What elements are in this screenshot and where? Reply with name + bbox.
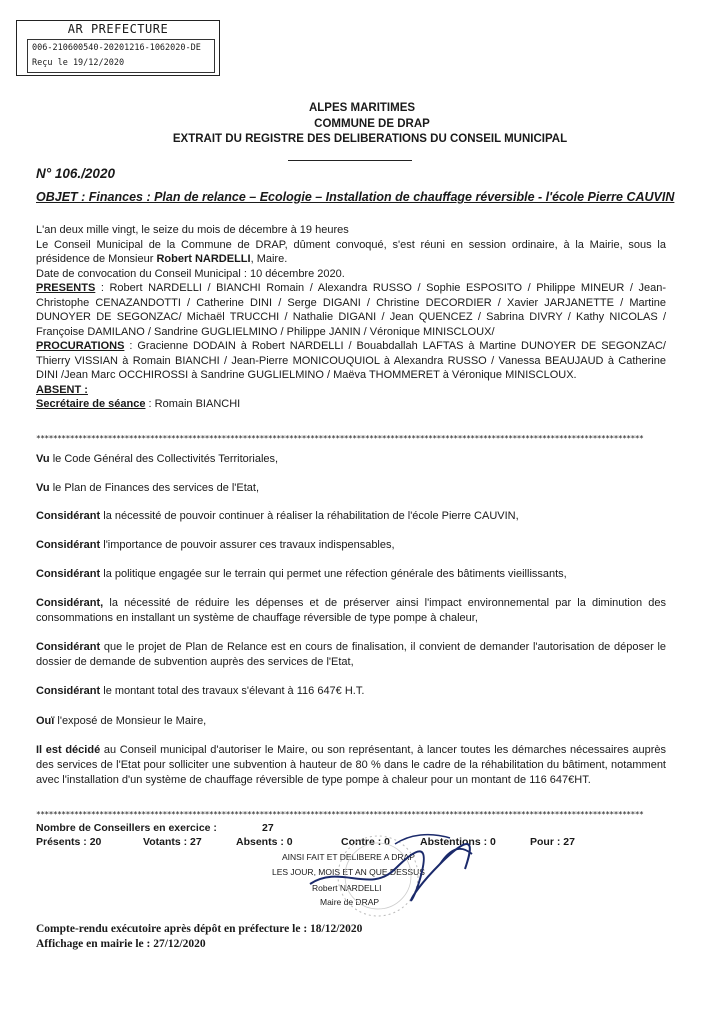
decision-lead: Il est décidé (36, 744, 101, 756)
session-date: L'an deux mille vingt, le seize du mois de décembre à 19 heures (36, 224, 349, 236)
considerant-paragraph (36, 640, 666, 670)
considerant-text: le Code Général des Collectivités Territoriales, (49, 453, 279, 465)
secretaire-block (36, 397, 666, 412)
prefecture-stamp (16, 20, 220, 76)
considerant-lead: Ouï (36, 715, 55, 727)
session-council (36, 238, 666, 267)
stamp-reference: 006-210600540-20201216-1062020-DE (32, 43, 201, 53)
considerant-paragraph (36, 509, 666, 524)
vote-presents: Présents : 20 (36, 836, 102, 848)
separator-bottom: ************************************************************************************************************************************************ (36, 810, 644, 819)
council-text: Le Conseil Municipal de la Commune de DRAP, dûment convoqué, s'est réuni en session ordinaire, à la Mairie, sous la présidence de Monsieur (36, 238, 666, 265)
stamp-inner-box (27, 39, 215, 73)
presents-label: PRESENTS (36, 282, 96, 294)
objet-text: OBJET : Finances : Plan de relance – Ecologie – Installation de chauffage réversible - l'école Pierre CAUVIN (36, 190, 675, 204)
absent-block (36, 383, 666, 398)
signature-line-2: LES JOUR, MOIS ET AN QUE DESSUS (272, 867, 425, 877)
considerant-text: la nécessité de réduire les dépenses et de préserver ainsi l'impact environnemental par la diminution des consommations en installant un système de chauffage réversible de type pompe à chaleur, (36, 597, 666, 624)
mayor-name: Robert NARDELLI (156, 253, 251, 265)
vote-abstentions: Abstentions : 0 (420, 836, 496, 848)
secretaire-name: : Romain BIANCHI (145, 398, 241, 410)
considerant-lead: Considérant (36, 685, 101, 697)
absent-label: ABSENT : (36, 383, 88, 396)
considerant-paragraph (36, 538, 666, 553)
considerant-lead: Considérant (36, 568, 101, 580)
header-divider (288, 160, 412, 161)
considerant-paragraph (36, 714, 666, 729)
procurations-list: : Gracienne DODAIN à Robert NARDELLI / Bouabdallah LAFTAS à Martine DUNOYER DE SEGONZAC/ Thierry VISSIAN à Romain BIANCHI / Jean-Pierre MONICOUQUIOL à Alexandra RUSSO / Vanessa BEAUJAUD à Catherine DINI /Jean Marc OCCHIROSSI à Sandrine GUGLIELMINO / Maëva THOMMERET à Véronique MINISCLOUX. (36, 340, 666, 381)
session-intro (36, 223, 666, 412)
deliberation-number: N° 106./2020 (36, 166, 115, 181)
procurations-block (36, 339, 666, 383)
signature-title: Maire de DRAP (320, 897, 380, 907)
convocation-date: Date de convocation du Conseil Municipal : 10 décembre 2020. (36, 267, 345, 280)
handwritten-signature (300, 824, 490, 924)
considerant-paragraph (36, 596, 666, 626)
signature-line-1: AINSI FAIT ET DELIBERE A DRAP (282, 852, 415, 862)
presents-list: : Robert NARDELLI / BIANCHI Romain / Alexandra RUSSO / Sophie ESPOSITO / Philippe MINEUR / Jean-Christophe CENAZANDOTTI / Catherine DINI / Serge DIGANI / Christine DECORDIER / Xavier JARJANETTE / Martine DUNOYER DE SEGONZAC/ Michaël TRUCCHI / Nathalie DIGANI / Jean QUENCEZ / Sabrina DIVRY / Kathy NICOLAS / Françoise DAMILANO / Sandrine GUGLIELMINO / Philippe JANIN / Véronique MINISCLOUX/ (36, 282, 666, 338)
considerant-lead: Considérant (36, 641, 101, 653)
decision-text: au Conseil municipal d'autoriser le Maire, ou son représentant, à lancer toutes les démarches nécessaires auprès des services de l'Etat pour solliciter une subvention à hauteur de 80 % dans le cadre de la réhabilitation du bâtiment, notamment avec l'installation d'un système de chauffage réversible de type pompe à chaleur pour un montant de 116 647€HT. (36, 744, 666, 786)
stamp-title: AR PREFECTURE (67, 22, 169, 36)
affichage-date: Affichage en mairie le : 27/12/2020 (36, 938, 206, 950)
signature-name: Robert NARDELLI (312, 883, 382, 893)
vote-exercice-value: 27 (262, 822, 274, 834)
stamp-received-date: Reçu le 19/12/2020 (32, 58, 125, 68)
considerant-text: l'importance de pouvoir assurer ces travaux indispensables, (100, 539, 395, 551)
secretaire-label: Secrétaire de séance (36, 398, 146, 410)
procurations-label: PROCURATIONS (36, 340, 125, 352)
considerant-paragraph (36, 452, 666, 467)
separator-top: ************************************************************************************************************************************************ (36, 434, 644, 443)
vote-exercice-label: Nombre de Conseillers en exercice : (36, 822, 217, 834)
considerant-paragraph (36, 567, 666, 582)
considerant-text: le montant total des travaux s'élevant à 116 647€ H.T. (100, 685, 365, 697)
considerant-lead: Vu (36, 453, 50, 465)
header-commune: COMMUNE DE DRAP (314, 118, 430, 130)
considerant-text: le Plan de Finances des services de l'Etat, (49, 482, 260, 494)
vote-votants: Votants : 27 (143, 836, 202, 848)
considerant-lead: Considérant (36, 510, 101, 522)
considerant-text: l'exposé de Monsieur le Maire, (54, 715, 207, 727)
council-suffix: , Maire. (250, 253, 288, 265)
considerant-text: la politique engagée sur le terrain qui permet une réfection générale des bâtiments vieillissants, (100, 568, 567, 580)
considerant-lead: Considérant, (36, 597, 104, 609)
header-department: ALPES MARITIMES (308, 102, 416, 114)
vote-absents: Absents : 0 (236, 836, 293, 848)
considerant-paragraph (36, 481, 666, 496)
header-title: EXTRAIT DU REGISTRE DES DELIBERATIONS DU CONSEIL MUNICIPAL (172, 133, 568, 145)
decision-paragraph (36, 743, 666, 788)
objet-heading (36, 190, 676, 205)
compte-rendu-date: Compte-rendu exécutoire après dépôt en préfecture le : 18/12/2020 (36, 923, 363, 935)
considerant-paragraph (36, 684, 666, 699)
vote-contre: Contre : 0 (341, 836, 391, 848)
presents-block (36, 281, 666, 339)
considerant-text: la nécessité de pouvoir continuer à réaliser la réhabilitation de l'école Pierre CAUVIN, (100, 510, 519, 522)
considerant-lead: Considérant (36, 539, 101, 551)
vote-pour: Pour : 27 (530, 836, 575, 848)
considerant-lead: Vu (36, 482, 50, 494)
considerant-text: que le projet de Plan de Relance est en cours de finalisation, il convient de demander l'autorisation de déposer le dossier de demande de subvention auprès des services de l'Etat, (36, 641, 666, 668)
